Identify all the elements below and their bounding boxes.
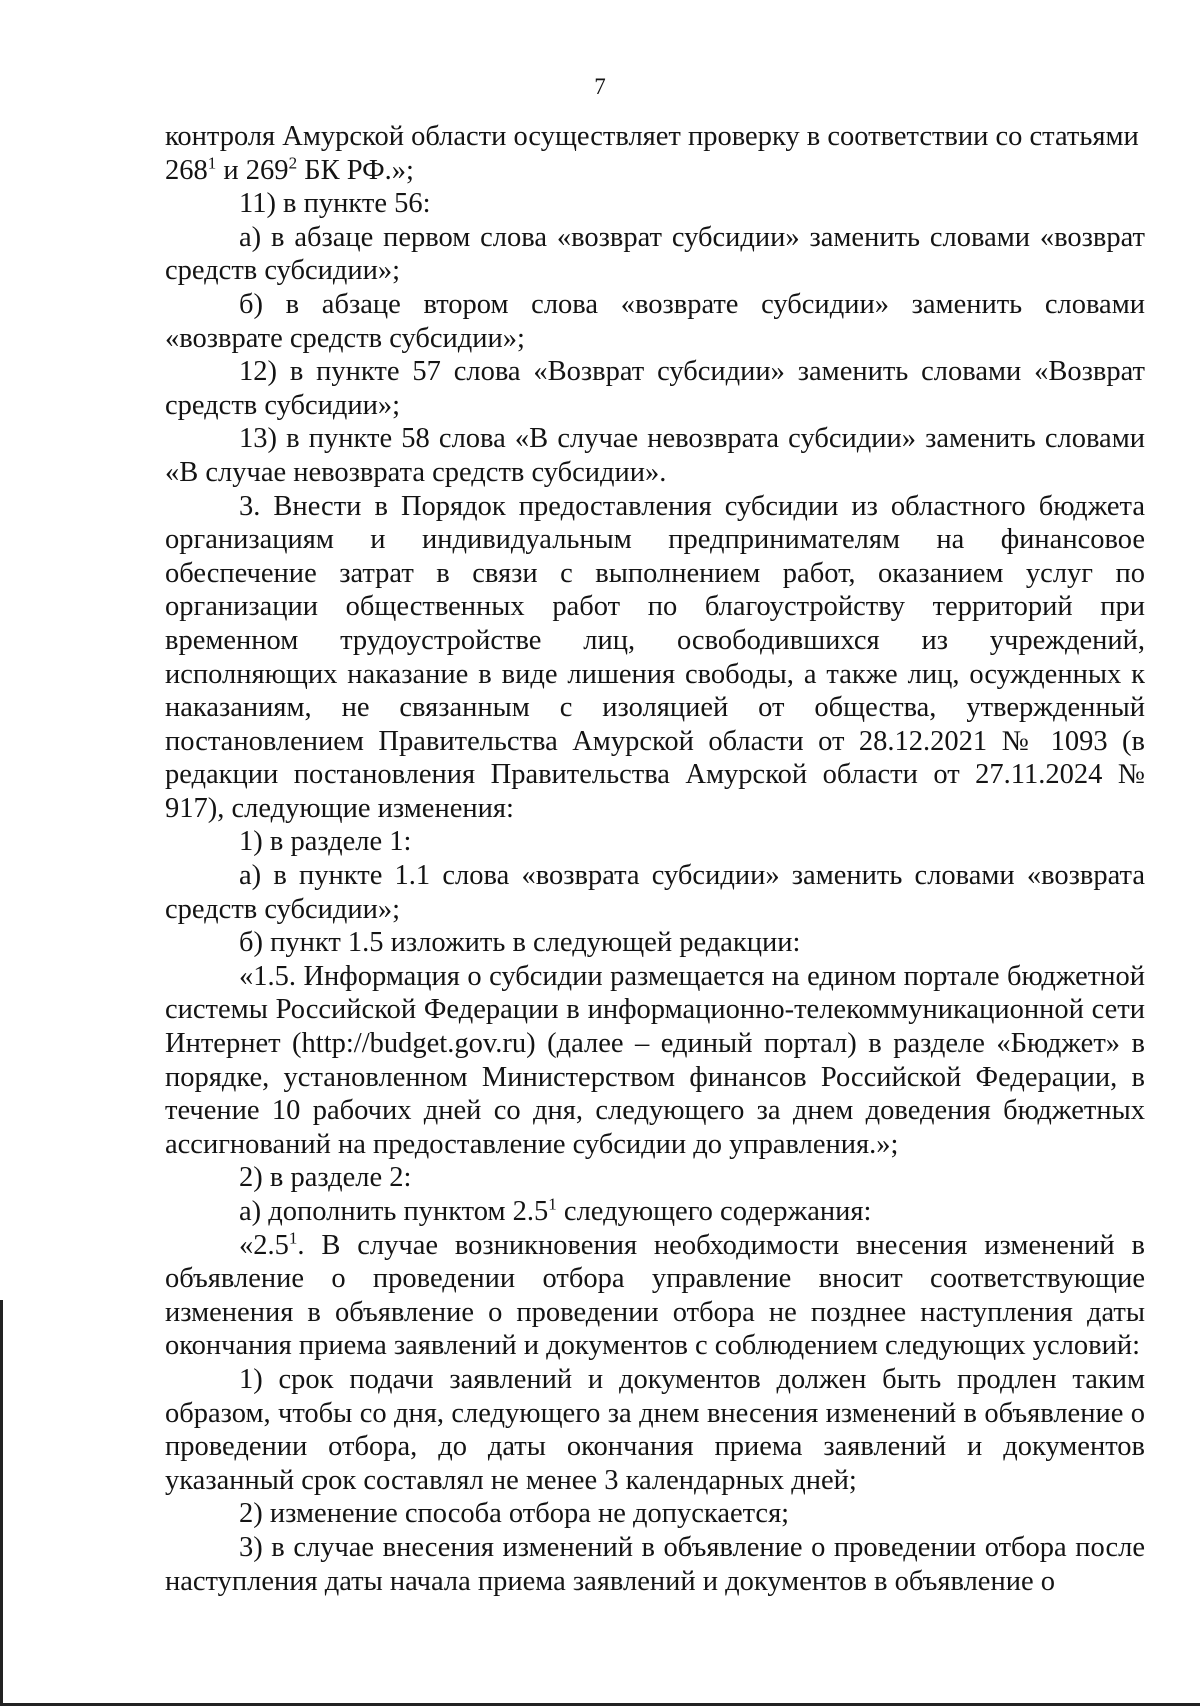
paragraph-10: а) в пункте 1.1 слова «возврата субсидии» заменить словами «возврата средств субсидии»; — [165, 860, 1145, 925]
paragraph-9: 1) в разделе 1: — [239, 826, 412, 858]
page-number: 7 — [594, 74, 606, 99]
paragraph-18: 3) в случае внесения изменений в объявление о проведении отбора после наступления даты начала приема заявлений и документов в объявление о — [165, 1531, 1145, 1597]
paragraph-15: «$2.5^1$. В случае возникновения необходимости внесения изменений в объявление о проведении отбора управление вносит соответствующие изменения в объявление о проведении отбора не позднее наступления даты окончания приема заявлений и документов с соблюдением следующих условий: — [165, 1228, 1145, 1362]
paragraph-13: 2) в разделе 2: — [239, 1162, 412, 1194]
paragraph-4: а) в абзаце первом слова «возврат субсидии» заменить словами «возврат средств субсидии»; — [165, 221, 1145, 287]
paragraph-6: 12) в пункте 57 слова «Возврат субсидии» заменить словами «Возврат средств субсидии»; — [165, 356, 1145, 421]
paragraph-1: контроля Амурской области осуществляет проверку в соответствии со статьями — [165, 121, 1139, 152]
paragraph-2: $268^1$ и $269^2$ БК РФ.»; — [165, 153, 414, 186]
paragraph-3: 11) в пункте 56: — [239, 188, 431, 220]
paragraph-12: «1.5. Информация о субсидии размещается на едином портале бюджетной системы Российской Федерации в информационно-телекоммуникационной сети Интернет (http://budget.gov.ru) (далее – единый портал) в разделе «Бюджет» в порядке, установленном Министерством финансов Российской Федерации, в течение 10 рабочих дней со дня, следующего за днем доведения бюджетных ассигнований на предоставление субсидии до управления.»; — [165, 960, 1145, 1160]
paragraph-7: 13) в пункте 58 слова «В случае невозврата субсидии» заменить словами «В случае невозврата средств субсидии». — [165, 423, 1145, 488]
document-body — [165, 120, 1145, 1598]
paragraph-14: а) дополнить пунктом $2.5^1$ следующего содержания: — [239, 1194, 872, 1227]
paragraph-17: 2) изменение способа отбора не допускается; — [239, 1498, 790, 1530]
paragraph-16: 1) срок подачи заявлений и документов должен быть продлен таким образом, чтобы со дня, следующего за днем внесения изменений в объявление о проведении отбора, до даты окончания приема заявлений и документов указанный срок составлял не менее 3 календарных дней; — [165, 1363, 1145, 1496]
scan-edge-left — [0, 1300, 3, 1706]
paragraph-11: б) пункт 1.5 изложить в следующей редакции: — [239, 927, 801, 959]
paragraph-5: б) в абзаце втором слова «возврате субсидии» заменить словами «возврате средств субсидии»; — [165, 288, 1145, 354]
paragraph-8: 3. Внести в Порядок предоставления субсидии из областного бюджета организациям и индивидуальным предпринимателям на финансовое обеспечение затрат в связи с выполнением работ, оказанием услуг по организации общественных работ по благоустройству территорий при временном трудоустройстве лиц, освободившихся из учреждений, исполняющих наказание в виде лишения свободы, а также лиц, осужденных к наказаниям, не связанным с изоляцией от общества, утвержденный постановлением Правительства Амурской области от 28.12.2021 № 1093 (в редакции постановления Правительства Амурской области от 27.11.2024 № 917), следующие изменения: — [165, 490, 1145, 824]
